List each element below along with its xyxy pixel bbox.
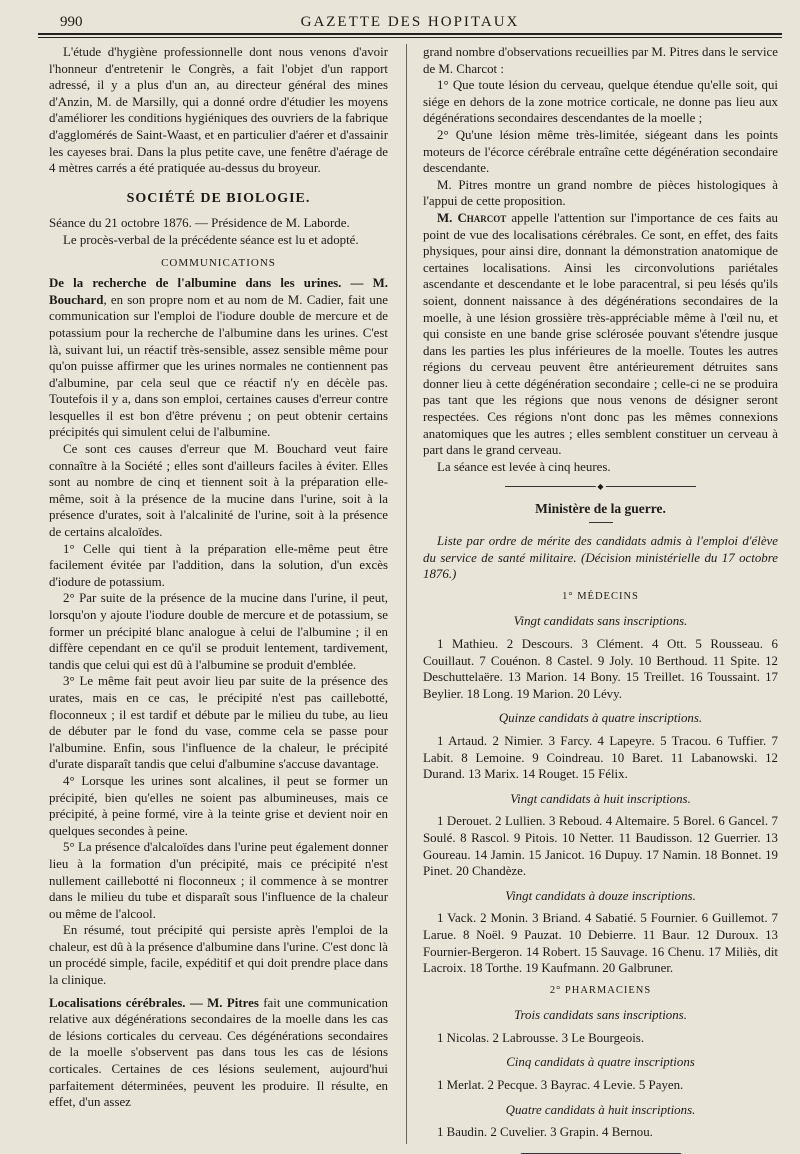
article-albumine-p1: , en son propre nom et au nom de M. Cadier, fait une communication sur l'emploi de l'iodure double de mercure et de potassium pour la recherche de l'albumine dans les urines. C'est là, suivant lui, un réactif très-sensible, assez sensible même pour qu'on puisse affirmer que les urines normales ne contiennent pas d'albumine, par cela seul que ce réactif n'y en décèle pas. Toutefois il y a, dans son emploi, certaines causes d'erreur contre lesquelles il est bon d'être prévenu ; on peut obtenir certains précipités qui simulent celui de l'albumine. (49, 292, 388, 440)
article-localisations (49, 995, 388, 1111)
pharma1-title: Trois candidats sans inscriptions. (514, 1008, 687, 1023)
running-title: GAZETTE DES HOPITAUX (300, 14, 520, 30)
pharma2-title: Cinq candidats à quatre inscriptions (506, 1055, 695, 1070)
right-column (423, 44, 778, 1154)
charcot-lead: M. Charcot (437, 210, 507, 225)
page-number: 990 (60, 14, 83, 30)
seance-levee: La séance est levée à cinq heures. (437, 459, 611, 474)
continued-paragraph: grand nombre d'observations recueillies par M. Pitres dans le service de M. Charcot : (423, 45, 778, 76)
article-albumine-lead (49, 275, 388, 441)
group2-list: 1 Artaud. 2 Nimier. 3 Farcy. 4 Lapeyre. 5 Tracou. 6 Tuffier. 7 Labit. 8 Lemoine. 9 Coindreau. 10 Baret. 11 Labanowski. 12 Durand. 13 Marix. 14 Rouget. 15 Félix. (423, 733, 778, 782)
pharma2-list: 1 Merlat. 2 Pecque. 3 Bayrac. 4 Levie. 5 Payen. (437, 1078, 684, 1093)
point-one: 1° Que toute lésion du cerveau, quelque étendue qu'elle soit, qui siége en dehors de la zone motrice corticale, ne donne pas lieu aux dégénérations secondaires descendantes de la moelle ; (423, 78, 778, 126)
point-two: 2° Qu'une lésion même très-limitée, siégeant dans les points moteurs de l'écorce cérébrale entraîne cette dégénération secondaire descendante. (423, 127, 778, 176)
article-albumine-p8: En résumé, tout précipité qui persiste après l'emploi de la chaleur, est dû à la présence d'albumine dans l'urine. C'est donc là un procédé simple, facile, expéditif et qui doit prendre place dans la clinique. (49, 923, 388, 988)
communications-title: COMMUNICATIONS (161, 256, 276, 269)
seance-line: Séance du 21 octobre 1876. — Présidence de M. Laborde. (49, 216, 350, 231)
article-albumine-p5: 3° Le même fait peut avoir lieu par suite de la présence des urates, mais en ce cas, le précipité n'est pas caillebotté, floconneux ; il est tardif et débute par le milieu du tube, au lieu de débuter par le fond du vase, comme cela se passe pour l'albumine. Enfin, sous l'influence de la chaleur, le précipité d'urate disparaît tandis que celui d'albumine s'accuse davantage. (49, 674, 388, 772)
group1-list: 1 Mathieu. 2 Descours. 3 Clément. 4 Ott. 5 Rousseau. 6 Couillaut. 7 Couénon. 8 Castel. 9 Joly. 10 Berthoud. 11 Spite. 12 Deschuttelaëre. 13 Marion. 14 Bony. 15 Treillet. 16 Toussaint. 17 Beylier. 18 Long. 19 Marion. 20 Lévy. (423, 637, 778, 701)
medecins-heading: 1° MÉDECINS (562, 590, 639, 602)
ministere-title: Ministère de la guerre. (535, 501, 666, 517)
pitres-pieces: M. Pitres montre un grand nombre de pièces histologiques à l'appui de cette proposition. (423, 177, 778, 209)
group3-list: 1 Derouet. 2 Lullien. 3 Reboud. 4 Altemaire. 5 Borel. 6 Gancel. 7 Soulé. 8 Rascol. 9 Pitois. 10 Netter. 11 Baudisson. 12 Guerrier. 13 Goureau. 14 Jamin. 15 Janicot. 16 Dupuy. 17 Namin. 18 Bonnet. 19 Pinet. 20 Chandèze. (423, 814, 778, 879)
article-albumine-p7: 5° La présence d'alcaloïdes dans l'urine peut également donner lieu à la formation d'un précipité, mais ce précipité n'est nullement caillebotté ni floconneux ; il commence à se montrer dans le milieu du tube et disparaît sous l'influence de la chaleur ou même de l'alcool. (49, 840, 388, 921)
pharma1-list: 1 Nicolas. 2 Labrousse. 3 Le Bourgeois. (437, 1030, 645, 1045)
pharma3-list: 1 Baudin. 2 Cuvelier. 3 Grapin. 4 Bernou. (437, 1125, 653, 1140)
ornament-rule (423, 481, 778, 491)
article-albumine-p6: 4° Lorsque les urines sont alcalines, il peut se former un précipité, bien qu'elles ne soient pas albumineuses, mais ce précipité, à peine formé, vire à la teinte grise et devient noir en quelques secondes à peine. (49, 773, 388, 838)
pharmaciens-heading: 2° PHARMACIENS (549, 984, 652, 996)
group4-list: 1 Vack. 2 Monin. 3 Briand. 4 Sabatié. 5 Fournier. 6 Guillemot. 7 Larue. 8 Noël. 9 Pauzat. 10 Debierre. 11 Baur. 12 Duroux. 13 Fournier-Bergeron. 14 Robert. 15 Sauvage. 16 Chenu. 17 Miliès, dit Lacroix. 18 Torthe. 19 Kaufmann. 20 Galbruner. (423, 911, 778, 976)
society-title: SOCIÉTÉ DE BIOLOGIE. (126, 190, 311, 206)
column-divider (406, 44, 407, 1144)
short-rule (589, 522, 613, 523)
charcot-text: appelle l'attention sur l'importance de ces faits au point de vue des localisations cérébrales. Ce sont, en effet, des faits physiques, pour ainsi dire, donnant la démonstration anatomique de certaines localisations. Ainsi les circonvolutions pariétales ascendante et descendante et le lobe paracentral, si peu lésés qu'ils soient, donnent naissance à des dégénérations secondaires de la moelle, à une lésion grossière très-appréciable même à l'œil nu, et qui consiste en une bande grise sclérosée pouvant s'étendre jusque dans les parties les plus inférieures de la moelle. Toutes les autres régions du cerveau peuvent être antérieurement détruites sans donner lieu à cette dégénération secondaire ; celle-ci ne se produira pas tant que les régions que nous venons de désigner seront respectées. Ces régions n'ont donc pas les mêmes connexions anatomiques que les autres ; elles semblent constituer un cerveau à part dans le grand cerveau. (423, 210, 778, 458)
article-localisations-title: Localisations cérébrales. — M. Pitres (49, 995, 259, 1010)
liste-title: Liste par ordre de mérite des candidats admis à l'emploi d'élève du service de santé militaire. (Décision ministérielle du 17 octobre 1876.) (423, 534, 778, 582)
article-albumine-p2: Ce sont ces causes d'erreur que M. Bouchard veut faire connaître à la Société ; elles sont d'ailleurs faciles à éviter. Elles sont au nombre de cinq et tiennent soit à la préparation elle-même, soit à la présence de la mucine dans l'urine, soit à la présence d'urates, soit à l'alcalinité de l'urine, soit à la présence de certains alcaloïdes. (49, 442, 388, 540)
article-albumine-p3: 1° Celle qui tient à la préparation elle-même peut être facilement évitée par l'addition, dans la solution, d'un excès d'iodure de potassium. (49, 541, 388, 589)
left-column (49, 44, 388, 1111)
article-albumine-p4: 2° Par suite de la présence de la mucine dans l'urine, il peut, lorsqu'on y ajoute l'iodure double de mercure et de potassium, se former un précipité blanc analogue à celui de l'albumine ; il en diffère cependant en ce qu'il se produit lentement, tardivement, tandis que celui qui est dû à l'albumine se produit d'emblée. (49, 591, 388, 672)
group2-title: Quinze candidats à quatre inscriptions. (498, 711, 703, 726)
article-albumine-title: De la recherche de l'albumine dans les urines. — M. Bouchard (49, 276, 388, 307)
charcot-paragraph (423, 210, 778, 459)
article-localisations-p1: fait une communication relative aux dégénérations secondaires de la moelle dans les cas de lésions corticales du cerveau. Ces dégénérations secondaires de la moelle s'observent pas dans tous les cas de lésions corticales. Certaines de ces lésions seulement, aujourd'hui parfaitement déterminées, peuvent les produire. Il résulte, en effet, d'un assez (49, 995, 388, 1110)
group4-title: Vingt candidats à douze inscriptions. (505, 888, 696, 903)
group3-title: Vingt candidats à huit inscriptions. (510, 791, 691, 806)
pharma3-title: Quatre candidats à huit inscriptions. (505, 1102, 696, 1117)
proces-verbal: Le procès-verbal de la précédente séance est lu et adopté. (63, 232, 359, 247)
group1-title: Vingt candidats sans inscriptions. (513, 614, 688, 629)
header-rule-thin (38, 37, 782, 38)
header-rule-thick (38, 33, 782, 35)
page-header (38, 12, 782, 34)
intro-paragraph: L'étude d'hygiène professionnelle dont nous venons d'avoir l'honneur d'entretenir le Congrès, a fait l'objet d'un rapport adressé, il y a plus d'un an, au directeur général des mines d'Anzin, M. de Marsilly, qui a donné ordre d'étudier les moyens d'améliorer les conditions hygiéniques des ouvriers de la fabrique d'agglomérés de Saint-Waast, et en particulier d'aérer et d'assainir les cayeses brai. Dans la plus petite cave, une fenêtre d'aérage de 4 mètres carrés a été pratiquée au-dessus du broyeur. (49, 45, 388, 176)
